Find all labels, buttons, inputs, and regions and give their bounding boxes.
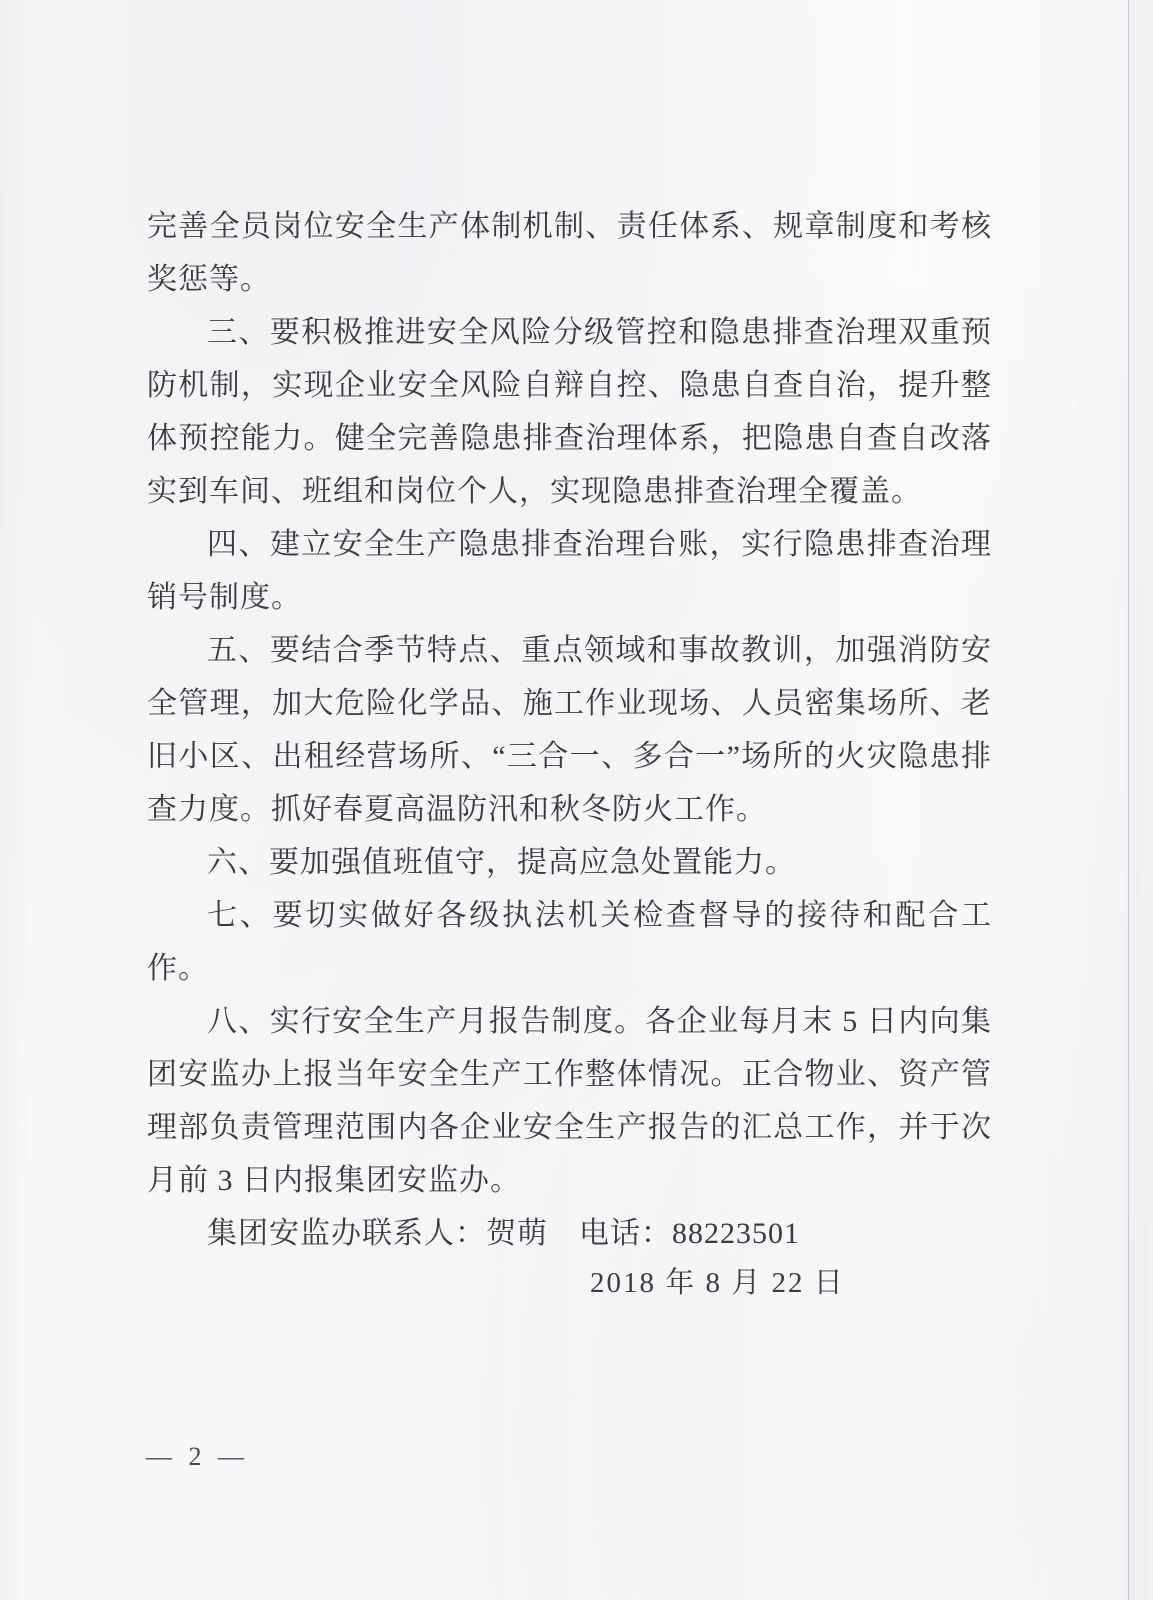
scan-page-edge: [1128, 0, 1129, 1600]
page-number: — 2 —: [146, 1442, 249, 1471]
paragraph: 四、建立安全生产隐患排查治理台账，实行隐患排查治理销号制度。: [147, 528, 992, 614]
paragraph: 六、要加强值班值守，提高应急处置能力。: [207, 846, 796, 879]
document-body: [147, 200, 992, 1260]
paragraph: 八、实行安全生产月报告制度。各企业每月末 5 日内向集团安监办上报当年安全生产工作整体情况。正合物业、资产管理部负责管理范围内各企业安全生产报告的汇总工作，并于次月前 3 日内报集团安监办。: [147, 1005, 992, 1197]
paragraph: 集团安监办联系人：贺萌 电话：88223501: [207, 1217, 800, 1250]
paragraph: 三、要积极推进安全风险分级管控和隐患排查治理双重预防机制，实现企业安全风险自辩自控、隐患自查自治，提升整体预控能力。健全完善隐患排查治理体系，把隐患自查自改落实到车间、班组和岗位个人，实现隐患排查治理全覆盖。: [147, 316, 992, 508]
paragraph: 七、要切实做好各级执法机关检查督导的接待和配合工作。: [147, 899, 992, 985]
paragraph: 五、要结合季节特点、重点领域和事故教训，加强消防安全管理，加大危险化学品、施工作业现场、人员密集场所、老旧小区、出租经营场所、“三合一、多合一”场所的火灾隐患排查力度。抓好春夏高温防汛和秋冬防火工作。: [147, 634, 992, 826]
paragraph: 完善全员岗位安全生产体制机制、责任体系、规章制度和考核奖惩等。: [147, 210, 992, 296]
date-line: 2018 年 8 月 22 日: [590, 1267, 845, 1299]
